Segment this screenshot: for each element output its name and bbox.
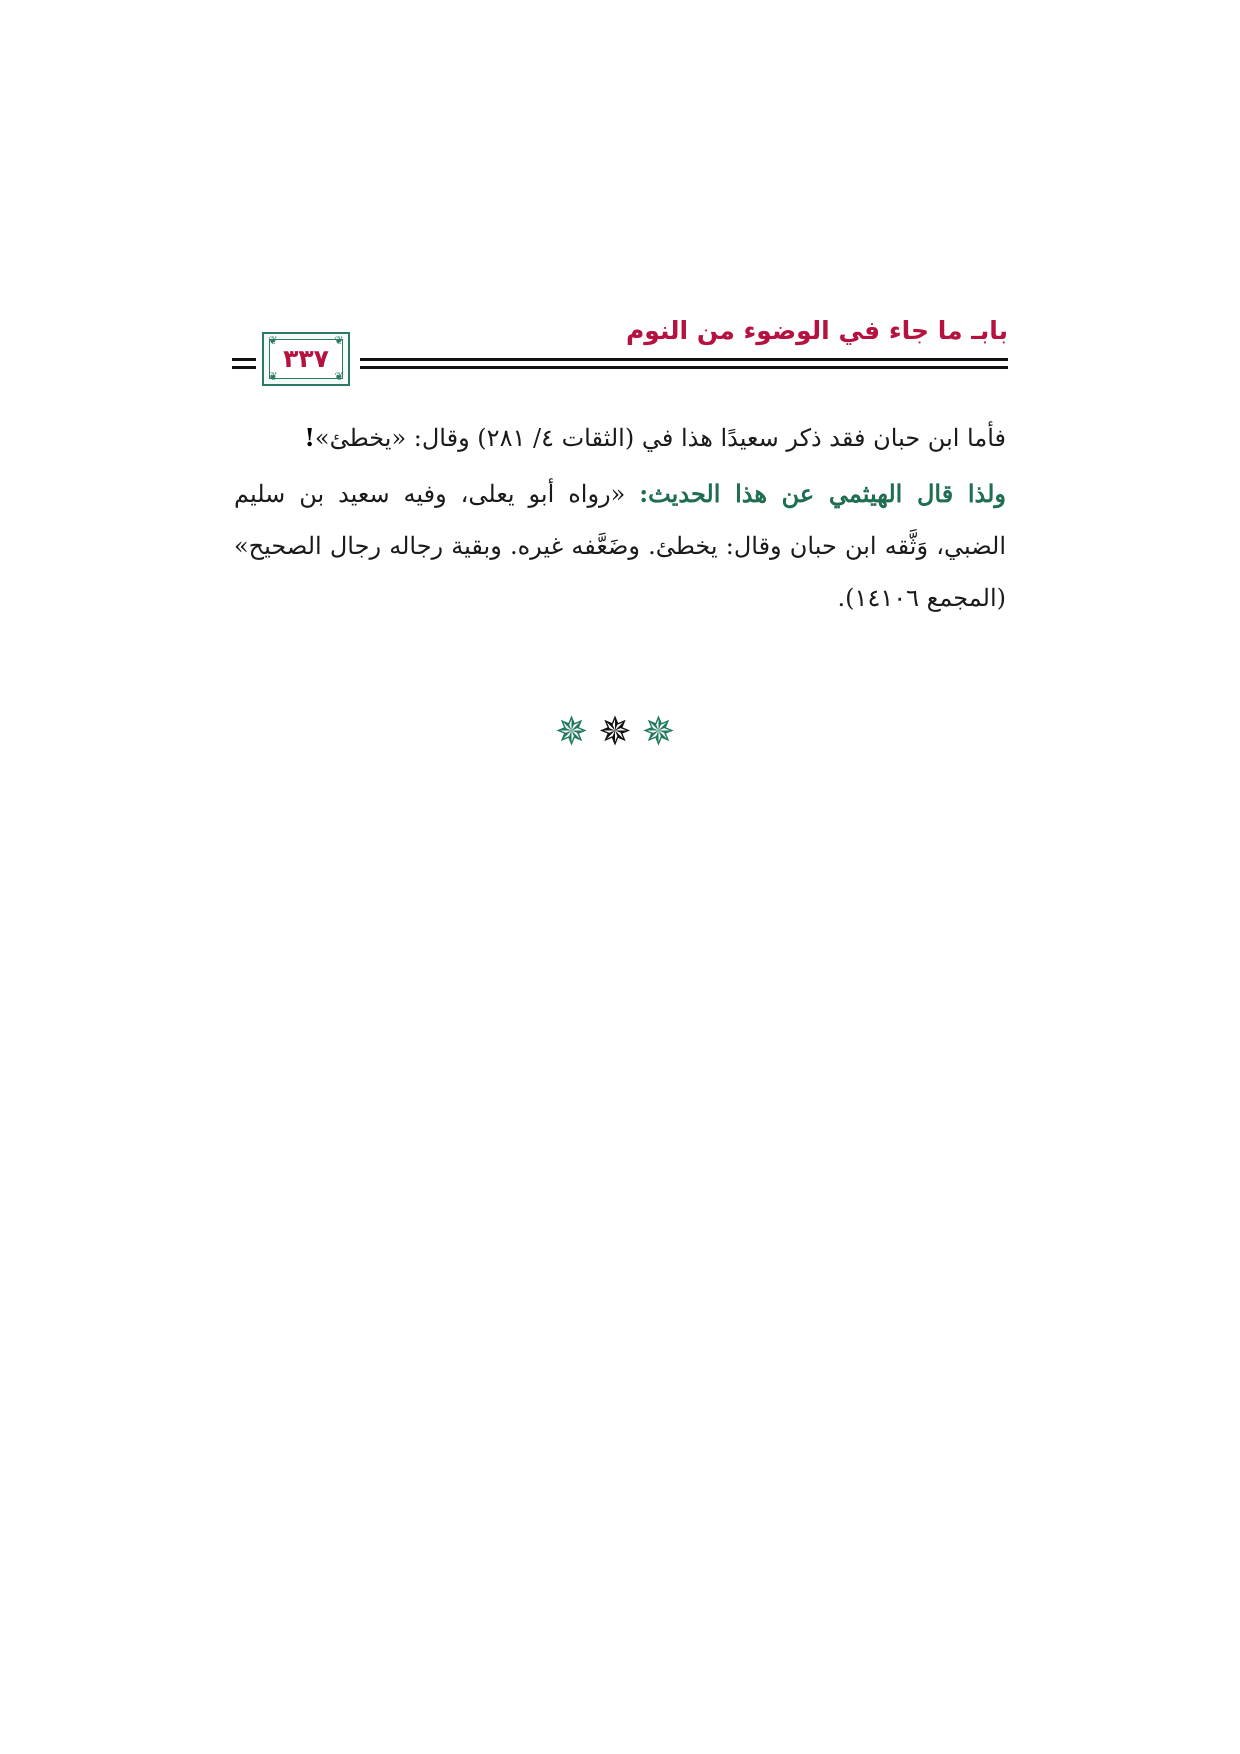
paragraph-text: فأما ابن حبان فقد ذكر سعيدًا هذا في (الثقات ٤/ ٢٨١) وقال: «يخطئ» — [314, 424, 1006, 452]
header-rule-top — [360, 358, 1008, 361]
header-rule-bottom — [360, 366, 1008, 369]
paragraph-text: «رواه أبو يعلى، وفيه سعيد بن سليم الضبي، وَثَّقه ابن حبان وقال: يخطئ. وضَعَّفه غيره. وبقية رجاله رجال الصحيح» (المجمع ١٤١٠٦). — [234, 480, 1006, 612]
page-number: ٣٣٧ — [283, 344, 329, 373]
flower-ornament-icon: ✵ — [554, 709, 599, 755]
header-rule-left-top — [232, 358, 256, 361]
exclamation-mark: ! — [304, 423, 315, 452]
page-header — [232, 314, 1008, 390]
flower-ornament-icon: ✵ — [598, 709, 642, 755]
paragraph-haythami — [234, 468, 1006, 624]
page-body — [234, 408, 1006, 624]
chapter-title: بابـ ما جاء في الوضوء من النوم — [625, 316, 1008, 345]
paragraph-ibn-hibban — [234, 408, 1006, 468]
header-rule-left-bottom — [232, 366, 256, 369]
paragraph-lead: ولذا قال الهيثمي عن هذا الحديث: — [639, 479, 1006, 508]
section-end-ornaments — [0, 708, 1240, 756]
frame-corner-ornament-icon: ❦ — [268, 370, 278, 383]
frame-corner-ornament-icon: ❦ — [334, 370, 344, 383]
page-number-frame — [262, 332, 350, 386]
flower-ornament-icon: ✵ — [641, 709, 686, 755]
frame-corner-ornament-icon: ❦ — [334, 334, 344, 347]
frame-corner-ornament-icon: ❦ — [268, 334, 278, 347]
